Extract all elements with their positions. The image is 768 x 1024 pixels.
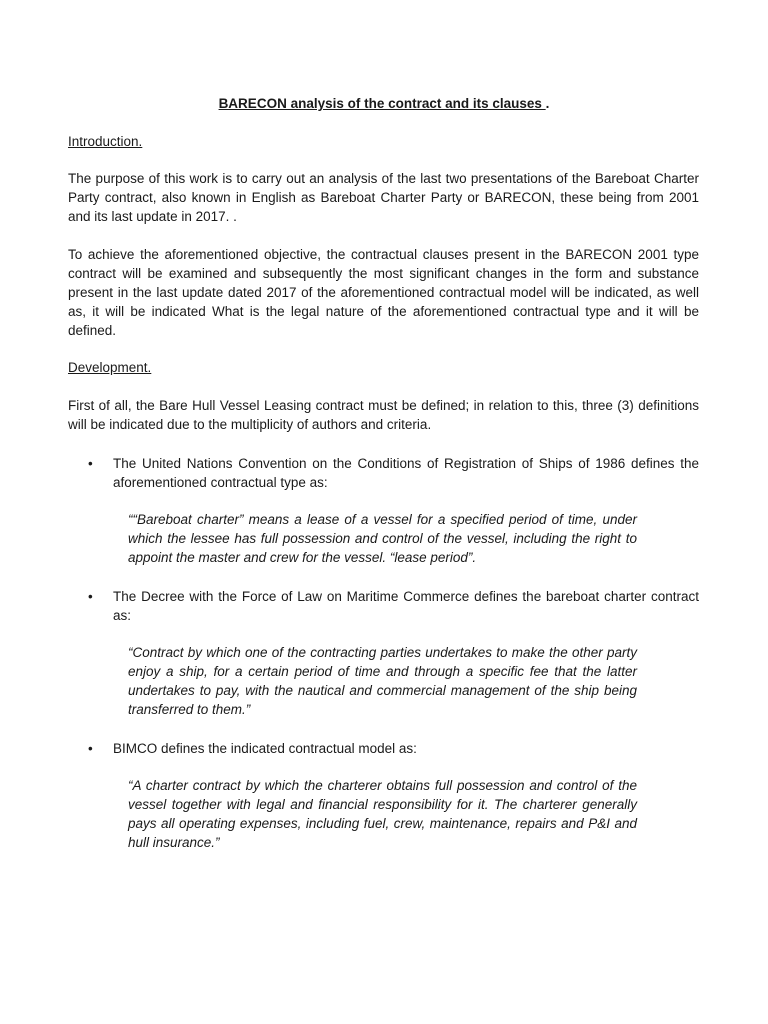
- bullet-marker: •: [88, 456, 93, 471]
- development-paragraph-1: First of all, the Bare Hull Vessel Leasing contract must be defined; in relation to this, three (3) definitions will be indicated due to the multiplicity of authors and criteria.: [68, 398, 699, 432]
- document-title-suffix: .: [545, 96, 550, 111]
- definition-quote: ““Bareboat charter” means a lease of a vessel for a specified period of time, under which the lessee has full possession and control of the vessel, including the right to appoint the master and crew for the vessel. “lease period”.: [128, 512, 637, 565]
- bullet-text: The United Nations Convention on the Conditions of Registration of Ships of 1986 defines the aforementioned contractual type as:: [113, 456, 699, 490]
- definition-quote: “Contract by which one of the contracting parties undertakes to make the other party enjoy a ship, for a certain period of time and through a specific fee that the latter undertakes to pay, with the nautical and commercial management of the ship being transferred to them.”: [128, 645, 637, 717]
- introduction-heading: Introduction.: [68, 134, 143, 149]
- bullet-marker: •: [88, 741, 93, 756]
- document-title: [0, 94, 768, 113]
- bullet-marker: •: [88, 589, 93, 604]
- intro-paragraph-1: The purpose of this work is to carry out an analysis of the last two presentations of the Bareboat Charter Party contract, also known in English as Bareboat Charter Party or BARECON, these being from 2001 and its last update in 2017. .: [68, 171, 699, 224]
- intro-paragraph-2: To achieve the aforementioned objective, the contractual clauses present in the BARECON 2001 type contract will be examined and subsequently the most significant changes in the form and substance present in the last update dated 2017 of the aforementioned contractual model will be indicated, as well as, it will be indicated What is the legal nature of the aforementioned contractual type and it will be defined.: [68, 247, 699, 338]
- document-title-text: BARECON analysis of the contract and its clauses: [218, 96, 546, 111]
- definition-quote: “A charter contract by which the charterer obtains full possession and control of the vessel together with legal and financial responsibility for it. The charterer generally pays all operating expenses, including fuel, crew, maintenance, repairs and P&I and hull insurance.”: [128, 778, 637, 850]
- bullet-text: BIMCO defines the indicated contractual model as:: [113, 741, 417, 756]
- development-heading: Development.: [68, 360, 152, 375]
- bullet-text: The Decree with the Force of Law on Maritime Commerce defines the bareboat charter contract as:: [113, 589, 699, 623]
